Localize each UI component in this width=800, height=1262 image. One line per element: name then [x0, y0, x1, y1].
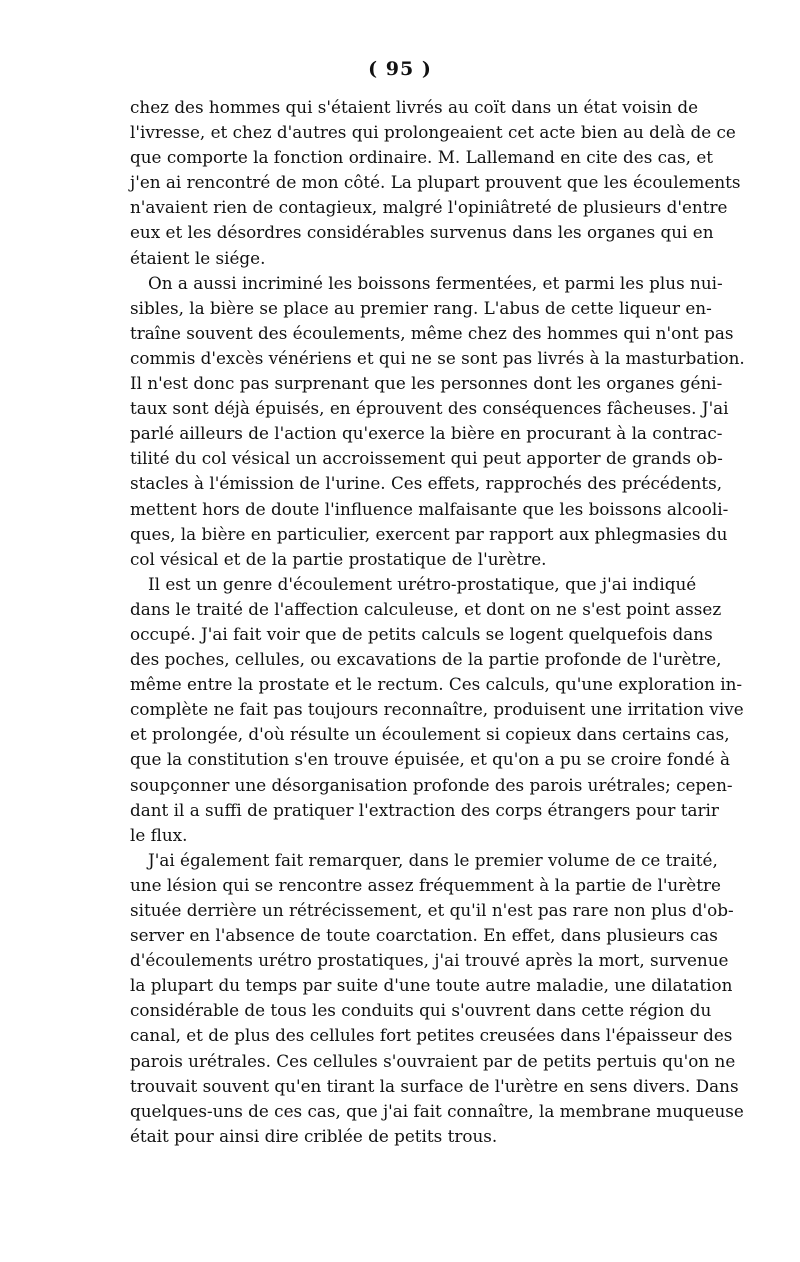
text-line: server en l'absence de toute coarctation. En effet, dans plusieurs cas — [130, 925, 718, 946]
text-line: soupçonner une désorganisation profonde des parois urétrales; cepen- — [130, 774, 733, 795]
text-line: traîne souvent des écoulements, même chez des hommes qui n'ont pas — [130, 322, 734, 343]
text-line: On a aussi incriminé les boissons fermentées, et parmi les plus nui- — [148, 272, 723, 293]
paragraph — [130, 848, 744, 1149]
text-line: occupé. J'ai fait voir que de petits calculs se logent quelquefois dans — [130, 623, 713, 644]
text-line: quelques-uns de ces cas, que j'ai fait connaître, la membrane muqueuse — [130, 1100, 744, 1121]
text-line: une lésion qui se rencontre assez fréquemment à la partie de l'urètre — [130, 874, 721, 895]
paragraph — [130, 271, 745, 572]
text-line: le flux. — [130, 824, 188, 845]
text-line: considérable de tous les conduits qui s'ouvrent dans cette région du — [130, 1000, 712, 1021]
text-line: étaient le siége. — [130, 247, 266, 268]
text-line: Il n'est donc pas surprenant que les personnes dont les organes géni- — [130, 373, 723, 394]
text-line: la plupart du temps par suite d'une toute autre maladie, une dilatation — [130, 975, 733, 996]
text-line: chez des hommes qui s'étaient livrés au coït dans un état voisin de — [130, 97, 699, 117]
page-number: ( 95 ) — [368, 58, 432, 80]
body-text — [130, 95, 745, 1149]
text-line: parois urétrales. Ces cellules s'ouvraient par de petits pertuis qu'on ne — [130, 1050, 736, 1071]
paragraph — [130, 95, 741, 271]
text-line: j'en ai rencontré de mon côté. La plupart prouvent que les écoulements — [130, 172, 741, 193]
text-line: l'ivresse, et chez d'autres qui prolongeaient cet acte bien au delà de ce — [130, 122, 736, 143]
text-line: sibles, la bière se place au premier rang. L'abus de cette liqueur en- — [130, 297, 712, 318]
text-line: que la constitution s'en trouve épuisée, et qu'on a pu se croire fondé à — [130, 749, 731, 770]
text-line: parlé ailleurs de l'action qu'exerce la bière en procurant à la contrac- — [130, 423, 723, 444]
text-line: eux et les désordres considérables survenus dans les organes qui en — [130, 222, 714, 243]
text-line: mettent hors de doute l'influence malfaisante que les boissons alcooli- — [130, 498, 729, 519]
text-line: même entre la prostate et le rectum. Ces calculs, qu'une exploration in- — [130, 674, 743, 695]
text-line: complète ne fait pas toujours reconnaître, produisent une irritation vive — [130, 699, 744, 720]
paragraph — [130, 572, 744, 848]
text-line: était pour ainsi dire criblée de petits trous. — [130, 1125, 498, 1146]
text-line: J'ai également fait remarquer, dans le premier volume de ce traité, — [148, 849, 718, 870]
text-line: commis d'excès vénériens et qui ne se sont pas livrés à la masturbation. — [130, 347, 745, 368]
text-line: stacles à l'émission de l'urine. Ces effets, rapprochés des précédents, — [130, 473, 723, 494]
text-line: des poches, cellules, ou excavations de la partie profonde de l'urètre, — [130, 649, 722, 670]
text-line: Il est un genre d'écoulement urétro-prostatique, que j'ai indiqué — [148, 573, 697, 594]
text-line: canal, et de plus des cellules fort petites creusées dans l'épaisseur des — [130, 1025, 733, 1046]
text-line: ques, la bière en particulier, exercent par rapport aux phlegmasies du — [130, 523, 728, 544]
text-line: n'avaient rien de contagieux, malgré l'opiniâtreté de plusieurs d'entre — [130, 197, 728, 218]
text-line: taux sont déjà épuisés, en éprouvent des conséquences fâcheuses. J'ai — [130, 398, 729, 419]
text-line: trouvait souvent qu'en tirant la surface de l'urètre en sens divers. Dans — [130, 1075, 739, 1096]
text-line: tilité du col vésical un accroissement qui peut apporter de grands ob- — [130, 448, 723, 469]
text-line: dant il a suffi de pratiquer l'extraction des corps étrangers pour tarir — [130, 799, 719, 820]
text-line: d'écoulements urétro prostatiques, j'ai trouvé après la mort, survenue — [130, 950, 729, 971]
text-line: que comporte la fonction ordinaire. M. Lallemand en cite des cas, et — [130, 147, 714, 168]
text-line: col vésical et de la partie prostatique de l'urètre. — [130, 548, 547, 569]
text-line: et prolongée, d'où résulte un écoulement si copieux dans certains cas, — [130, 724, 730, 745]
text-line: située derrière un rétrécissement, et qu'il n'est pas rare non plus d'ob- — [130, 900, 734, 920]
text-line: dans le traité de l'affection calculeuse, et dont on ne s'est point assez — [130, 598, 722, 619]
